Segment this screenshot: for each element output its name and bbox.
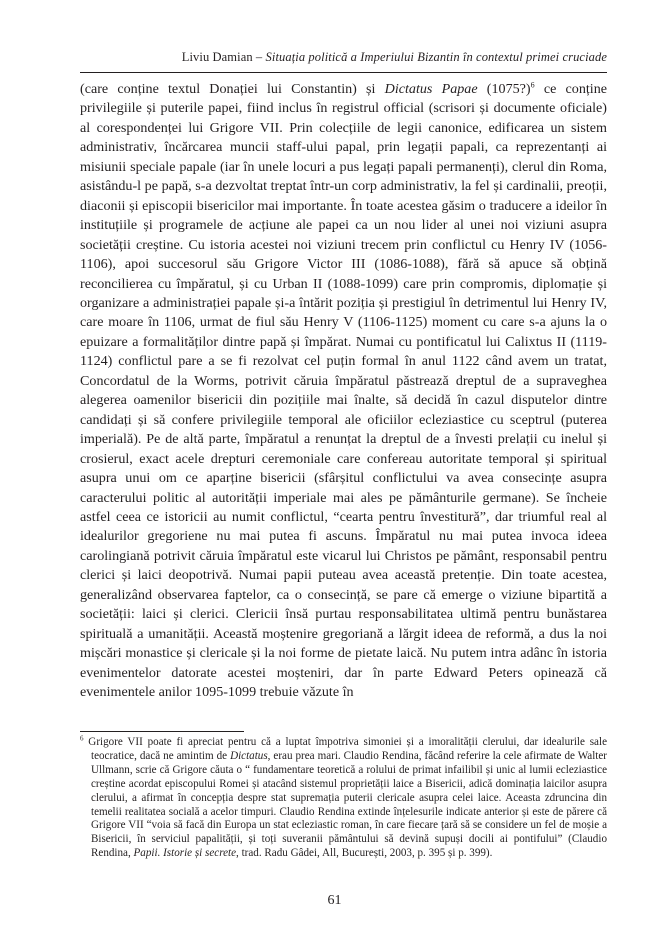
body-text-part: ce conține privilegiile și puterile papei, fiind inclus în registrul official (scrisori și documente oficiale) al corespondenței lui Grigore VII. Prin colecțiile de legii canonice, edificarea un sistem administrativ, încărcarea muncii staff-ului papal, prin legații papali, ca reprezentanți ai misiunii speciale papale (iar în unele locuri a pus legați papali permanenți), clerul din Roma, asistându-l pe papă, s-a dezvoltat treptat într-un corp administrativ, la fel și cardinalii, preoții, diaconii și episcopii bisericilor mai importante. În toate acestea găsim o traducere a ideilor în instituțiile și programele de acțiune ale papei ca un nou lider al unei noi viziuni asupra societății creștine. Cu istoria acestei noi viziuni trecem prin conflictul cu Henry IV (1056-1106), apoi succesorul său Grigore Victor III (1086-1088), fără să apuce să obțină reconcilierea cu împăratul, și cu Urban II (1088-1099) care prin compromis, diplomație și organizare a administrației papale și-a întărit poziția și prestigiul în detrimentul lui Henry IV, care moare în 1106, urmat de fiul său Henry V (1106-1125) moment cu care s-a ajuns la o epuizare a formalităților dintre papă și împărat. Numai cu pontificatul lui Calixtus II (1119-1124) conflictul pare a se fi rezolvat cel puțin formal în anul 1122 când avem un tratat, Concordatul de la Worms, potrivit căruia împăratul păstrează dreptul de a supraveghea alegerea oamenilor bisericii din pozițiile mai înalte, să decidă în cazul disputelor dintre candidați și să confere privilegiile temporal ale oficiilor ecleziastice cu sceptrul (puterea imperială). Pe de altă parte, împăratul a renunțat la dreptul de a învesti prelații cu inelul și crosierul, exact acele drepturi ceremoniale care confereau autoritate temporal și spiritual asupra unui om ce aparține bisericii (sfârșitul conflictului va avea consecințe asupra caracterului politic al autorității imperiale mai ales pe pământurile germane). Se încheie astfel ceea ce istoricii au numit conflictul, “cearta pentru învestitură”, dar triumful real al idealurilor gregoriene nu mai putea fi ascuns. Împăratul nu mai putea invoca ideea carolingiană potrivit căruia împăratul este vicarul lui Christos pe pământ, responsabil pentru clerici și laici deopotrivă. Numai papii puteau avea această pretenție. Din toate acestea, generalizând observarea faptelor, ca o consecință, se pare că emerge o viziune bipartită a societății: laici și clerici. Clericii însă purtau responsabilitatea ultimă pentru bunăstarea spirituală a umanității. Această moștenire gregoriană a lărgit ideea de reformă, a dus la noi mișcări monastice și clericale și la noi forme de pietate laică. Nu putem intra adânc în istoria evenimentelor datorate acestei moșteniri, dar în parte Edward Peters opinează că evenimentele anilor 1095-1099 trebuie văzute în (80, 81, 607, 701)
header-title: Situația politică a Imperiului Bizantin în contextul primei cruciade (265, 50, 607, 64)
footnote-rule (80, 731, 244, 732)
page-number: 61 (327, 893, 342, 908)
body-italic-title: Dictatus Papae (384, 81, 478, 97)
body-paragraph (80, 80, 607, 703)
header-rule (80, 72, 607, 73)
header-author: Liviu Damian (181, 50, 253, 64)
footnote-marker: 6 (80, 734, 84, 743)
footnote-italic-title: Papii. Istorie și secrete (133, 847, 237, 860)
footnote-text-part: , erau prea mari. Claudio Rendina, făcând referire la cele afirmate de Walter Ullmann, scrie că Grigore căuta o “ fundamentare teoretică a rolului de primat infailibil și unic al lumii ecleziastice creștine acordat episcopului Romei și atacând sistemul proprietății laice a Bisericii, adică dominația laicilor asupra clerului, a afirmat în concepția despre stat supremația puterii clericale asupra celei laice. Aceasta zdruncina din temelii realitatea socială a acelor timpuri. Claudio Rendina extinde înțelesurile indicate anterior și este de părere că Grigore VII “voia să facă din Europa un stat ecleziastic roman, în care fiecare țară să se considere un fel de moșie a Bisericii, în serviciul papalității, și toți suveranii pământului să devină supuși docili ai pontifului” (Claudio Rendina, (91, 749, 607, 860)
body-text-part: (1075?) (477, 81, 531, 97)
footnote-reference[interactable]: 6 (530, 80, 535, 90)
footnote (80, 736, 607, 861)
body-text-part: (care conține textul Donației lui Constantin) și (80, 81, 385, 97)
footnote-italic: Dictatus (230, 749, 268, 762)
footnote-text-part: , trad. Radu Gâdei, All, București, 2003, p. 395 și p. 399). (236, 847, 493, 860)
footnote-text-part: Grigore VII poate fi apreciat pentru că a luptat împotriva simoniei și a imoralității clerului, dar idealurile sale teocratice, dacă ne amintim de (83, 736, 607, 762)
running-header (80, 50, 607, 65)
header-separator: – (252, 50, 266, 64)
